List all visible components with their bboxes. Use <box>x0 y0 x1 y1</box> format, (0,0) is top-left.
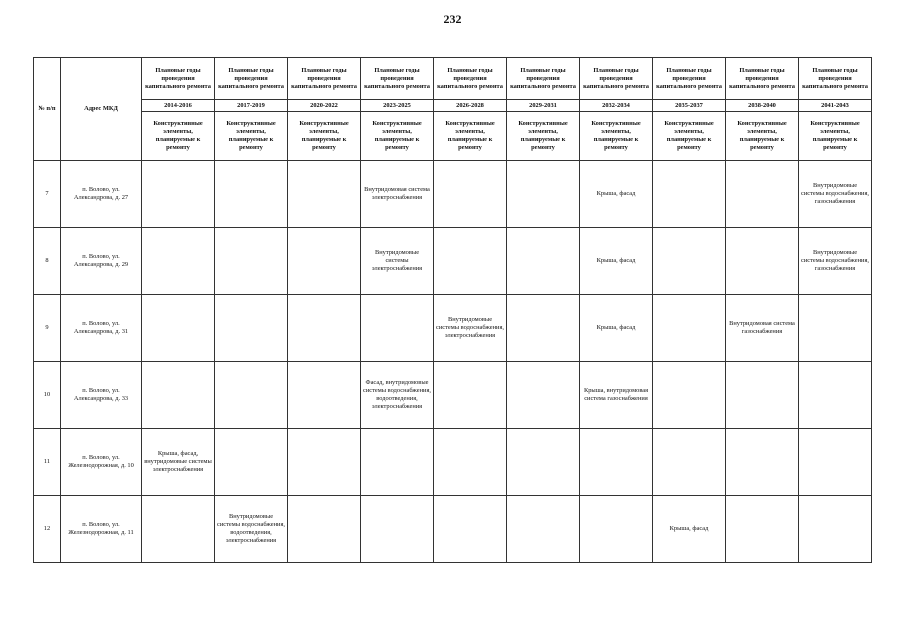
period-subtitle: Конструктивные элементы, планируемые к ремонту <box>580 112 653 161</box>
period-title: Плановые годы проведения капитального ремонта <box>215 58 288 100</box>
period-years: 2041-2043 <box>799 100 872 112</box>
period-subtitle: Конструктивные элементы, планируемые к ремонту <box>726 112 799 161</box>
period-title: Плановые годы проведения капитального ремонта <box>726 58 799 100</box>
repair-cell <box>142 362 215 429</box>
repair-cell <box>580 496 653 563</box>
period-subtitle: Конструктивные элементы, планируемые к ремонту <box>288 112 361 161</box>
header-title-row <box>34 58 872 100</box>
repair-cell <box>507 295 580 362</box>
row-address: п. Волово, ул. Железнодорожная, д. 10 <box>61 429 142 496</box>
row-number: 12 <box>34 496 61 563</box>
repair-cell <box>434 362 507 429</box>
row-address: п. Волово, ул. Александрова, д. 27 <box>61 161 142 228</box>
period-years: 2038-2040 <box>726 100 799 112</box>
table-row <box>34 362 872 429</box>
repair-cell: Крыша, фасад, внутридомовые системы электроснабжения <box>142 429 215 496</box>
repair-cell <box>288 362 361 429</box>
repair-cell: Внутридомовая система электроснабжения <box>361 161 434 228</box>
capital-repair-table <box>33 57 872 563</box>
repair-cell <box>288 161 361 228</box>
repair-cell: Крыша, фасад <box>580 228 653 295</box>
repair-cell <box>215 362 288 429</box>
num-header: № п/п <box>34 58 61 161</box>
repair-cell <box>799 429 872 496</box>
repair-cell <box>434 228 507 295</box>
repair-cell <box>215 295 288 362</box>
period-title: Плановые годы проведения капитального ремонта <box>288 58 361 100</box>
page-number: 232 <box>443 12 462 26</box>
table-row <box>34 496 872 563</box>
address-header: Адрес МКД <box>61 58 142 161</box>
repair-cell: Фасад, внутридомовые системы водоснабжения, водоотведения, электроснабжения <box>361 362 434 429</box>
period-years: 2023-2025 <box>361 100 434 112</box>
row-number: 9 <box>34 295 61 362</box>
repair-cell <box>215 429 288 496</box>
repair-cell <box>726 161 799 228</box>
repair-cell <box>799 496 872 563</box>
repair-cell <box>142 496 215 563</box>
repair-cell <box>507 496 580 563</box>
period-years: 2020-2022 <box>288 100 361 112</box>
repair-cell: Крыша, внутридомовая система газоснабжения <box>580 362 653 429</box>
repair-cell <box>799 295 872 362</box>
repair-cell <box>507 362 580 429</box>
period-subtitle: Конструктивные элементы, планируемые к ремонту <box>142 112 215 161</box>
repair-cell: Крыша, фасад <box>580 161 653 228</box>
repair-cell <box>726 228 799 295</box>
repair-cell <box>288 496 361 563</box>
repair-cell <box>215 228 288 295</box>
period-subtitle: Конструктивные элементы, планируемые к ремонту <box>653 112 726 161</box>
repair-cell <box>726 496 799 563</box>
repair-cell: Внутридомовые системы водоснабжения, водоотведения, электроснабжения <box>215 496 288 563</box>
repair-cell <box>653 228 726 295</box>
repair-cell <box>653 295 726 362</box>
row-number: 7 <box>34 161 61 228</box>
repair-cell <box>215 161 288 228</box>
repair-cell <box>361 496 434 563</box>
header-subtitle-row <box>34 112 872 161</box>
row-address: п. Волово, ул. Александрова, д. 33 <box>61 362 142 429</box>
repair-cell <box>142 228 215 295</box>
period-title: Плановые годы проведения капитального ремонта <box>799 58 872 100</box>
repair-cell <box>142 295 215 362</box>
period-title: Плановые годы проведения капитального ремонта <box>142 58 215 100</box>
row-address: п. Волово, ул. Железнодорожная, д. 11 <box>61 496 142 563</box>
period-title: Плановые годы проведения капитального ремонта <box>580 58 653 100</box>
repair-cell: Крыша, фасад <box>653 496 726 563</box>
repair-cell: Внутридомовые системы электроснабжения <box>361 228 434 295</box>
repair-cell <box>507 228 580 295</box>
repair-cell <box>507 161 580 228</box>
period-years: 2035-2037 <box>653 100 726 112</box>
repair-cell <box>361 295 434 362</box>
table-row <box>34 295 872 362</box>
period-subtitle: Конструктивные элементы, планируемые к ремонту <box>434 112 507 161</box>
repair-cell <box>726 362 799 429</box>
repair-cell: Внутридомовые системы водоснабжения, электроснабжения <box>434 295 507 362</box>
repair-cell: Внутридомовые системы водоснабжения, газоснабжения <box>799 228 872 295</box>
repair-cell <box>799 362 872 429</box>
row-address: п. Волово, ул. Александрова, д. 31 <box>61 295 142 362</box>
row-number: 10 <box>34 362 61 429</box>
row-address: п. Волово, ул. Александрова, д. 29 <box>61 228 142 295</box>
table-row <box>34 429 872 496</box>
period-years: 2029-2031 <box>507 100 580 112</box>
repair-cell <box>288 429 361 496</box>
period-subtitle: Конструктивные элементы, планируемые к ремонту <box>361 112 434 161</box>
repair-cell <box>726 429 799 496</box>
repair-cell <box>507 429 580 496</box>
repair-cell <box>580 429 653 496</box>
period-years: 2032-2034 <box>580 100 653 112</box>
period-subtitle: Конструктивные элементы, планируемые к ремонту <box>215 112 288 161</box>
repair-cell <box>434 496 507 563</box>
period-title: Плановые годы проведения капитального ремонта <box>507 58 580 100</box>
repair-cell <box>142 161 215 228</box>
repair-cell <box>361 429 434 496</box>
repair-cell: Внутридомовые системы водоснабжения, газоснабжения <box>799 161 872 228</box>
table-row <box>34 228 872 295</box>
period-subtitle: Конструктивные элементы, планируемые к ремонту <box>799 112 872 161</box>
repair-cell <box>653 429 726 496</box>
repair-cell <box>434 429 507 496</box>
header-years-row <box>34 100 872 112</box>
row-number: 11 <box>34 429 61 496</box>
period-years: 2014-2016 <box>142 100 215 112</box>
period-title: Плановые годы проведения капитального ремонта <box>434 58 507 100</box>
table-row <box>34 161 872 228</box>
repair-cell <box>434 161 507 228</box>
repair-cell <box>653 161 726 228</box>
repair-cell: Крыша, фасад <box>580 295 653 362</box>
repair-cell <box>288 228 361 295</box>
period-subtitle: Конструктивные элементы, планируемые к ремонту <box>507 112 580 161</box>
period-title: Плановые годы проведения капитального ремонта <box>361 58 434 100</box>
repair-cell <box>653 362 726 429</box>
period-years: 2017-2019 <box>215 100 288 112</box>
repair-cell: Внутридомовая система газоснабжения <box>726 295 799 362</box>
period-title: Плановые годы проведения капитального ремонта <box>653 58 726 100</box>
row-number: 8 <box>34 228 61 295</box>
period-years: 2026-2028 <box>434 100 507 112</box>
repair-cell <box>288 295 361 362</box>
